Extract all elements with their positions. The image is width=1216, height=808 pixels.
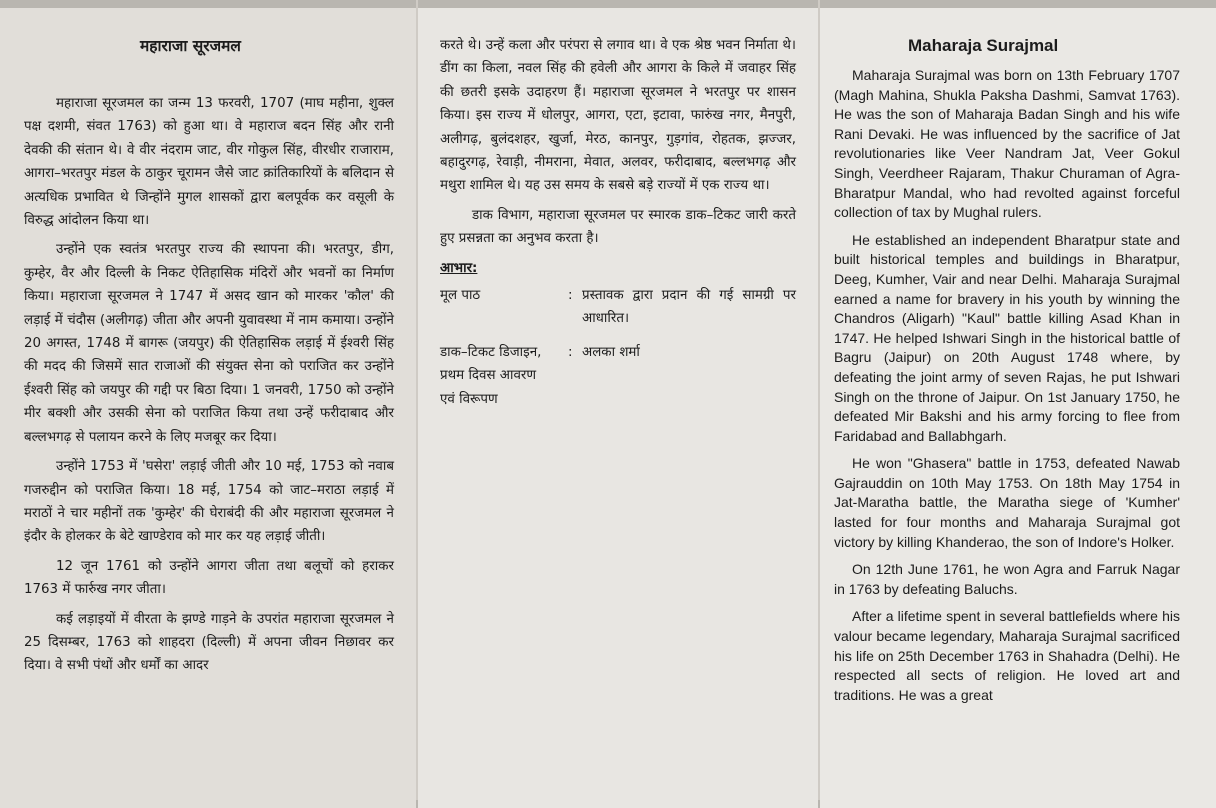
hindi-paragraph: करते थे। उन्हें कला और परंपरा से लगाव था। वे एक श्रेष्ठ भवन निर्माता थे। डींग का किला, नवल सिंह की हवेली और आगरा के किले में जवाहर सिंह की छतरी इसके उदाहरण हैं। महाराजा सूरजमल ने भरतपुर पर शासन किया। इस राज्य में धोलपुर, आगरा, एटा, इटावा, फारुंख नगर, मैनपुरी, अलीगढ़, बुलंदशहर, खुर्जा, मेरठ, कानपुर, गुड़गांव, रोहतक, झज्जर, बहादुरगढ़, रेवाड़ी, नीमराना, मेवात, अलवर, फरीदाबाद, बल्लभगढ़ और मथुरा शामिल थे। यह उस समय के सबसे बड़े राज्यों में एक राज्य था। <box>440 38 796 194</box>
english-title: Maharaja Surajmal <box>908 36 1059 55</box>
english-paragraph: He won "Ghasera" battle in 1753, defeated Nawab Gajrauddin on 10th May 1753. On 18th May 1754 in Jat-Maratha battle, the Maratha siege of 'Kumher' lasted for four months and Maharaja Surajmal got victory by killing Khanderao, the son of Indore's Holker. <box>834 455 1180 550</box>
credits-title: आभार: <box>440 260 478 276</box>
english-paragraph: After a lifetime spent in several battlefields where his valour became legendary, Maharaja Surajmal sacrificed his life on 25th December 1763 in Shahadra (Delhi). He respected all sects of religion. He loved art and traditions. He was a great <box>834 608 1180 703</box>
credit-row <box>440 341 796 364</box>
english-paragraph: On 12th June 1761, he won Agra and Farruk Nagar in 1763 by defeating Baluchs. <box>834 561 1180 597</box>
hindi-paragraph: महाराजा सूरजमल का जन्म 13 फरवरी, 1707 (माघ महीना, शुक्ल पक्ष दशमी, संवत 1763) को हुआ था। वे महाराज बदन सिंह और रानी देवकी की संतान थे। वे वीर नंदराम जाट, वीर गोकुल सिंह, वीरधीर राजाराम, आगरा–भरतपुर मंडल के ठाकुर चूरामन जैसे जाट क्रांतिकारियों के बलिदान से अत्यधिक प्रभावित थे जिन्होंने मुगल शासकों द्वारा बलपूर्वक कर वसूली के विरुद्ध आंदोलन किया था। <box>24 96 394 229</box>
credit-value: अलका शर्मा <box>582 344 640 360</box>
hindi-paragraph: उन्होंने 1753 में 'घसेरा' लड़ाई जीती और 10 मई, 1753 को नवाब गजरुद्दीन को पराजित किया। 18 मई, 1754 को जाट–मराठा लड़ाई में मराठों ने चार महीनों तक 'कुम्हेर' की घेराबंदी की और महाराजा सूरजमल ने इंदौर के होलकर के बेटे खाण्डेराव को मार कर यह लड़ाई जीती। <box>24 459 394 545</box>
credit-row <box>440 388 796 411</box>
credit-label: डाक–टिकट डिजाइन, <box>440 344 542 360</box>
fold-divider <box>416 0 418 800</box>
fold-divider <box>818 0 820 800</box>
credit-row <box>440 364 796 387</box>
credit-label: प्रथम दिवस आवरण <box>440 368 537 384</box>
credit-separator: : <box>568 288 573 304</box>
hindi-body <box>24 92 394 684</box>
credit-separator: : <box>568 344 573 360</box>
hindi-paragraph: डाक विभाग, महाराजा सूरजमल पर स्मारक डाक–टिकट जारी करते हुए प्रसन्नता का अनुभव करता है। <box>440 207 796 247</box>
credit-value: प्रस्तावक द्वारा प्रदान की गई सामग्री पर आधारित। <box>582 288 796 327</box>
hindi-continued-body <box>440 34 796 411</box>
hindi-paragraph: 12 जून 1761 को उन्होंने आगरा जीता तथा बलूचों को हराकर 1763 में फार्रुख नगर जीता। <box>24 558 394 598</box>
credit-label: मूल पाठ <box>440 288 481 304</box>
english-paragraph: He established an independent Bharatpur state and built historical temples and buildings in Bharatpur, Deeg, Kumher, Vair and near Delhi. Maharaja Surajmal earned a name for bravery in his youth by winning the Chandros (Aligarh) "Kaul" battle killing Asad Khan in 1747. He helped Ishwari Singh in the historical battle of Bagru (Jaipur) on 20th August 1748 where, by defeating the joint army of seven Rajas, he put Ishwari Singh on the throne of Jaipur. On 1st January 1750, he defeated Mir Bakshi and his army forcing to flee from Faridabad and Ballabhgarh. <box>834 231 1180 444</box>
english-body <box>834 66 1180 713</box>
hindi-paragraph: उन्होंने एक स्वतंत्र भरतपुर राज्य की स्थापना की। भरतपुर, डीग, कुम्हेर, वैर और दिल्ली के निकट ऐतिहासिक मंदिरों और भवनों का निर्माण किया। महाराजा सूरजमल ने 1747 में असद खान को मारकर 'कौल' की लड़ाई में चंदौस (अलीगढ़) जीता और अपनी युवावस्था में नाम कमाया। उन्होंने 20 अगस्त, 1748 में बागरू (जयपुर) की ऐतिहासिक लड़ाई में ईश्वरी सिंह की मदद की जिसमें सात राजाओं की संयुक्त सेना को पराजित कर उन्होंने ईश्वरी सिंह को जयपुर की गद्दी पर बिठा दिया। 1 जनवरी, 1750 को उन्होंने मीर बक्शी और उसकी सेना को पराजित किया तथा उन्हें फरीदाबाद और बल्लभगढ़ से पलायन करने के लिए मजबूर कर दिया। <box>24 242 394 445</box>
hindi-paragraph: कई लड़ाइयों में वीरता के झण्डे गाड़ने के उपरांत महाराजा सूरजमल ने 25 दिसम्बर, 1763 को शाहदरा (दिल्ली) में अपना जीवन निछावर कर दिया। वे सभी पंथों और धर्मों का आदर <box>24 611 394 674</box>
credit-row <box>440 284 796 331</box>
credit-label: एवं विरूपण <box>440 391 498 407</box>
english-paragraph: Maharaja Surajmal was born on 13th February 1707 (Magh Mahina, Shukla Paksha Dashmi, Samvat 1763). He was the son of Maharaja Badan Singh and his wife Rani Devaki. He was influenced by the sacrifice of Jat revolutionaries like Veer Nandram Jat, Veer Gokul Singh, Veerdheer Rajaram, Thakur Churaman of Agra-Bharatpur Mandal, who had revolted against forceful collection of tax by Mughal rulers. <box>834 67 1180 221</box>
hindi-title: महाराजा सूरजमल <box>140 37 241 55</box>
